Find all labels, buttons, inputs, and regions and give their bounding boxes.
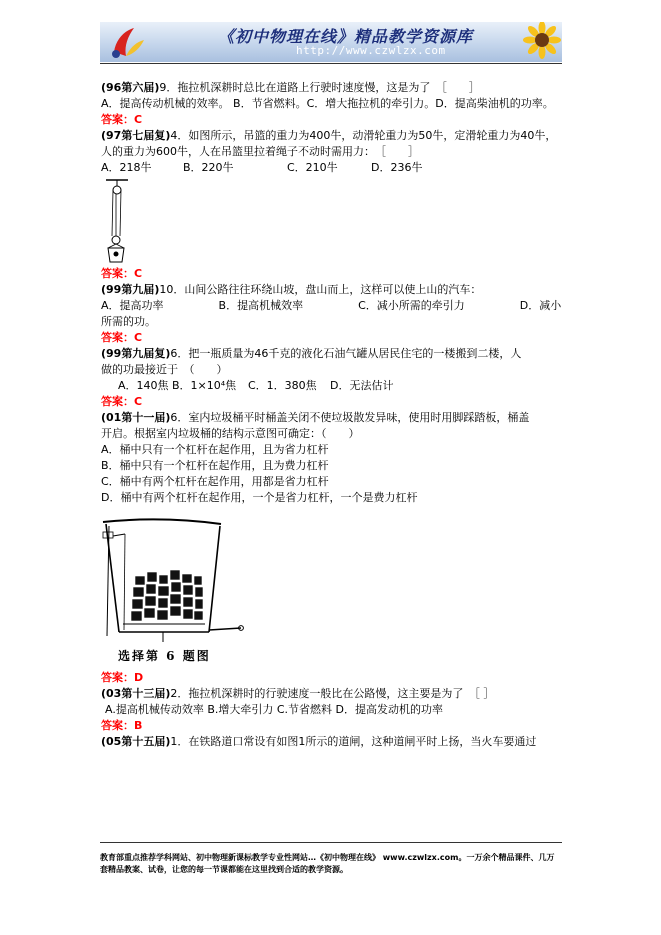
question-source-tag: (05第十五届) [101,735,171,748]
question-source-tag: (03第十三届) [101,687,171,700]
question-item [101,410,563,686]
question-item [101,734,563,750]
option-b: B．1×10⁴焦 [172,379,237,392]
option-a: A．140焦 [118,379,169,392]
question-list [101,80,563,750]
answer-label: 答案：B [101,719,143,732]
sunflower-icon [512,22,562,62]
question-stem-continued: 做的功最接近于 （ ） [101,363,228,376]
question-source-tag: (99第九届) [101,283,160,296]
figure-caption: 选择第 6 题图 [118,649,211,663]
question-source-tag: (97第七届复) [101,129,171,142]
answer-label: 答案：C [101,267,143,280]
site-url: http://www.czwlzx.com [296,44,446,57]
question-stem: 4．如图所示，吊篮的重力为400牛，动滑轮重力为50牛，定滑轮重力为40牛， [170,129,557,142]
question-options [101,378,563,394]
question-source-tag: (01第十一届) [101,411,171,424]
question-source-tag: (96第六届) [101,81,160,94]
question-stem: 9．拖拉机深耕时总比在道路上行驶时速度慢，这是为了 ［ ］ [159,81,480,94]
question-stem: 6．室内垃圾桶平时桶盖关闭不使垃圾散发异味，使用时用脚踩踏板，桶盖 [170,411,530,424]
option-c: C．桶中有两个杠杆在起作用，用都是省力杠杆 [101,475,329,488]
option-d: D．236牛 [371,161,423,174]
question-item [101,686,563,734]
answer-label: 答案：C [101,395,143,408]
option-c: C．1．380焦 [248,379,317,392]
option-a: A．218牛 [101,161,152,174]
question-item [101,346,563,410]
question-stem: 1．在铁路道口常设有如图1所示的道闸，这种道闸平时上扬，当火车要通过 [170,735,537,748]
question-stem-continued: 人的重力为600牛，人在吊篮里拉着绳子不动时需用力： ［ ］ [101,145,419,158]
option-d: D．桶中有两个杠杆在起作用，一个是省力杠杆，一个是费力杠杆 [101,491,418,504]
question-item [101,282,563,346]
pulley-basket-figure [104,178,130,266]
question-options: A.提高机械传动效率 B.增大牵引力 C.节省燃料 D．提高发动机的功率 [105,703,444,716]
answer-label: 答案：C [101,113,143,126]
option-a: A．桶中只有一个杠杆在起作用，且为省力杠杆 [101,443,329,456]
question-stem-continued: 开启。根据室内垃圾桶的结构示意图可确定：（ ） [101,427,360,440]
option-d: D．无法估计 [330,379,394,392]
trash-bin-figure [101,518,251,648]
question-stem: 10．山间公路往往环绕山坡，盘山而上，这样可以使上山的汽车： [159,283,482,296]
site-logo-icon [106,24,146,60]
footer-text: 教育部重点推荐学科网站、初中物理新课标教学专业性网站…《初中物理在线》 www.czwlzx.com。一万余个精品课件、几万套精品教案、试卷，让您的每一节课都能在这里找到合适的教学资源。 [100,853,555,874]
option-c: C．210牛 [287,161,338,174]
option-b: B．220牛 [183,161,234,174]
question-options: A．提高功率 B．提高机械效率 C．减小所需的牵引力 D．减小所需的功。 [101,299,562,328]
question-options: A．提高传动机械的效率。 B．节省燃料。C．增大拖拉机的牵引力。D．提高柴油机的功率。 [101,97,554,110]
question-source-tag: (99第九届复) [101,347,171,360]
answer-label: 答案：C [101,331,143,344]
option-b: B．桶中只有一个杠杆在起作用，且为费力杠杆 [101,459,329,472]
answer-label: 答案：D [101,671,144,684]
question-item [101,80,563,128]
question-item [101,128,563,282]
question-options [101,160,563,176]
question-stem: 6．把一瓶质量为46千克的液化石油气罐从居民住宅的一楼搬到二楼，人 [170,347,522,360]
footer-divider [100,842,562,843]
site-title: 《初中物理在线》精品教学资源库 [218,27,474,46]
site-banner [100,22,562,62]
header-divider [100,63,562,64]
question-stem: 2．拖拉机深耕时的行驶速度一般比在公路慢，这主要是为了 ［ ］ [170,687,495,700]
